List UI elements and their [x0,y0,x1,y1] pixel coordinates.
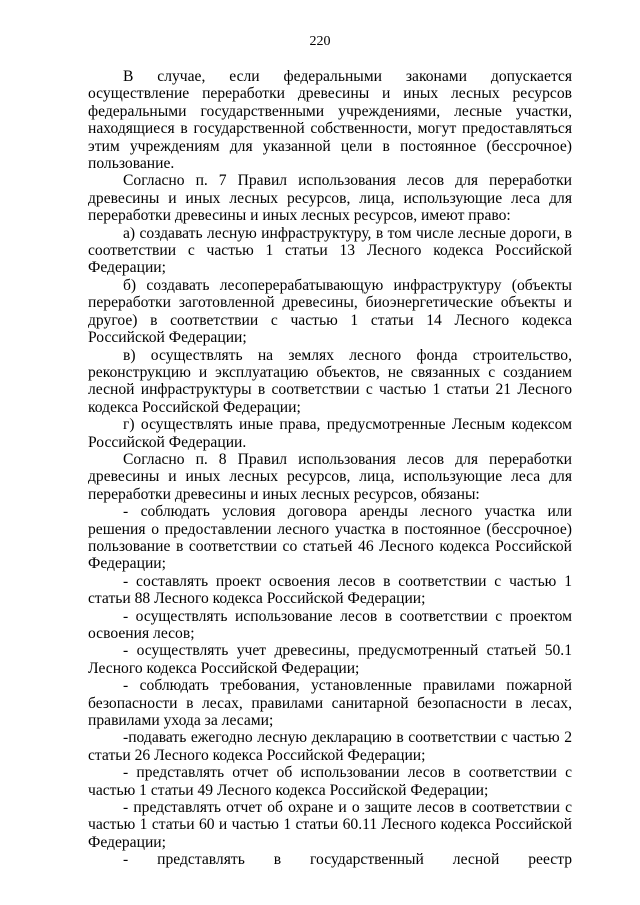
list-item: - соблюдать требования, установленные правилами пожарной безопасности в лесах, правилами санитарной безопасности в лесах, правилами ухода за лесами; [88,677,572,730]
list-item: - представлять отчет об использовании лесов в соответствии с частью 1 статьи 49 Лесного кодекса Российской Федерации; [88,764,572,799]
list-item: - осуществлять учет древесины, предусмотренный статьей 50.1 Лесного кодекса Российской Федерации; [88,642,572,677]
list-item: - соблюдать условия договора аренды лесного участка или решения о предоставлении лесного участка в постоянное (бессрочное) пользование в соответствии со статьей 46 Лесного кодекса Российской Федерации; [88,503,572,573]
list-item: - составлять проект освоения лесов в соответствии с частью 1 статьи 88 Лесного кодекса Российской Федерации; [88,572,572,608]
list-item: в) осуществлять на землях лесного фонда строительство, реконструкцию и эксплуатацию объектов, не связанных с созданием лесной инфраструктуры в соответствии с частью 1 статьи 21 Лесного кодекса Российской Федерации; [88,346,572,416]
list-item: а) создавать лесную инфраструктуру, в том числе лесные дороги, в соответствии с частью 1 статьи 13 Лесного кодекса Российской Федерации; [88,224,572,277]
list-item: -подавать ежегодно лесную декларацию в соответствии с частью 2 статьи 26 Лесного кодекса Российской Федерации; [88,729,572,764]
list-item: - представлять в государственный лесной реестр [123,851,572,869]
page-number: 220 [309,34,331,49]
paragraph: Согласно п. 8 Правил использования лесов для переработки древесины и иных лесных ресурсов, лица, использующие леса для переработки древесины и иных лесных ресурсов, обязаны: [88,450,572,503]
list-item: г) осуществлять иные права, предусмотренные Лесным кодексом Российской Федерации. [88,416,572,451]
paragraph: В случае, если федеральными законами допускается осуществление переработки древесины и иных лесных ресурсов федеральными государственными учреждениями, лесные участки, находящиеся в государственной собственности, могут предоставляться этим учреждениям для указанной цели в постоянное (бессрочное) пользование. [88,68,572,173]
paragraph: Согласно п. 7 Правил использования лесов для переработки древесины и иных лесных ресурсов, лица, использующие леса для переработки древесины и иных лесных ресурсов, имеют право: [88,172,572,225]
list-item: - представлять отчет об охране и о защите лесов в соответствии с частью 1 статьи 60 и частью 1 статьи 60.11 Лесного кодекса Российской Федерации; [88,799,572,851]
list-item: - осуществлять использование лесов в соответствии с проектом освоения лесов; [88,607,572,642]
document-body [88,68,572,869]
list-item: б) создавать лесоперерабатывающую инфраструктуру (объекты переработки заготовленной древесины, биоэнергетические объекты и другое) в соответствии с частью 1 статьи 14 Лесного кодекса Российской Федерации; [88,276,572,347]
